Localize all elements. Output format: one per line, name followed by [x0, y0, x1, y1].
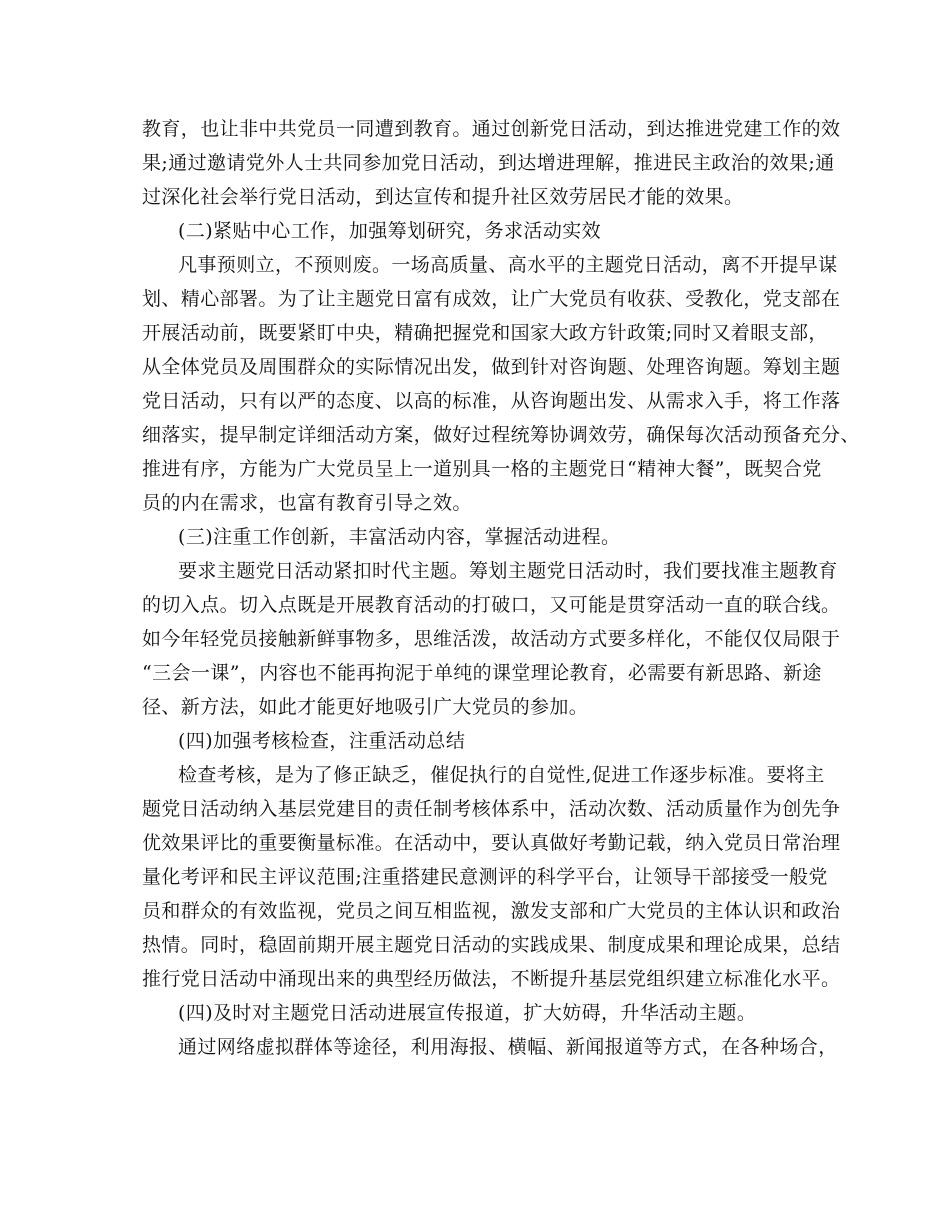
text-line: 员的内在需求，也富有教育引导之效。 — [142, 492, 472, 514]
text-line: (四)加强考核检查，注重活动总结 — [178, 730, 466, 752]
text-line: 过深化社会举行党日活动，到达宣传和提升社区效劳居民才能的效果。 — [142, 186, 744, 208]
text-line: 从全体党员及周围群众的实际情况出发，做到针对咨询题、处理咨询题。筹划主题 — [142, 356, 841, 378]
text-line: 凡事预则立，不预则废。一场高质量、高水平的主题党日活动，离不开提早谋 — [178, 254, 838, 276]
text-line: 开展活动前，既要紧盯中央，精确把握党和国家大政方针政策;同时又着眼支部， — [142, 322, 828, 344]
text-line: (四)及时对主题党日活动进展宣传报道，扩大妨碍，升华活动主题。 — [178, 1002, 757, 1024]
text-line: 的切入点。切入点既是开展教育活动的打破口，又可能是贯穿活动一直的联合线。 — [142, 594, 841, 616]
text-line: 细落实，提早制定详细活动方案，做好过程统筹协调效劳，确保每次活动预备充分、 — [142, 424, 860, 446]
text-line: 员和群众的有效监视，党员之间互相监视，激发支部和广大党员的主体认识和政治 — [142, 900, 841, 922]
text-line: 热情。同时，稳固前期开展主题党日活动的实践成果、制度成果和理论成果，总结 — [142, 934, 841, 956]
text-line: 划、精心部署。为了让主题党日富有成效，让广大党员有收获、受教化，党支部在 — [142, 288, 841, 310]
text-line: 教育，也让非中共党员一同遭到教育。通过创新党日活动，到达推进党建工作的效 — [142, 118, 841, 140]
text-line: 如今年轻党员接触新鲜事物多，思维活泼，故活动方式要多样化，不能仅仅局限于 — [142, 628, 841, 650]
text-line: 推进有序，方能为广大党员呈上一道别具一格的主题党日“精神大餐”，既契合党 — [142, 458, 822, 480]
text-line: (三)注重工作创新，丰富活动内容，掌握活动进程。 — [178, 526, 621, 548]
text-line: 党日活动，只有以严的态度、以高的标准，从咨询题出发、从需求入手，将工作落 — [142, 390, 841, 412]
text-line: 量化考评和民主评议范围;注重搭建民意测评的科学平台，让领导干部接受一般党 — [142, 866, 828, 888]
text-line: 径、新方法，如此才能更好地吸引广大党员的参加。 — [142, 696, 589, 718]
text-line: (二)紧贴中心工作，加强筹划研究，务求活动实效 — [178, 220, 602, 242]
document-body — [142, 112, 860, 1064]
text-line: 要求主题党日活动紧扣时代主题。筹划主题党日活动时，我们要找准主题教育 — [178, 560, 838, 582]
text-line: 优效果评比的重要衡量标准。在活动中，要认真做好考勤记载，纳入党员日常治理 — [142, 832, 841, 854]
text-line: 推行党日活动中涌现出来的典型经历做法，不断提升基层党组织建立标准化水平。 — [142, 968, 841, 990]
text-line: 果;通过邀请党外人士共同参加党日活动，到达增进理解，推进民主政治的效果;通 — [142, 152, 835, 174]
text-line: 检查考核，是为了修正缺乏，催促执行的自觉性,促进工作逐步标准。要将主 — [178, 764, 825, 786]
text-line: 题党日活动纳入基层党建目的责任制考核体系中，活动次数、活动质量作为创先争 — [142, 798, 841, 820]
text-line: “三会一课”，内容也不能再拘泥于单纯的课堂理论教育，必需要有新思路、新途 — [142, 662, 822, 684]
text-line: 通过网络虚拟群体等途径，利用海报、横幅、新闻报道等方式，在各种场合， — [178, 1036, 838, 1058]
